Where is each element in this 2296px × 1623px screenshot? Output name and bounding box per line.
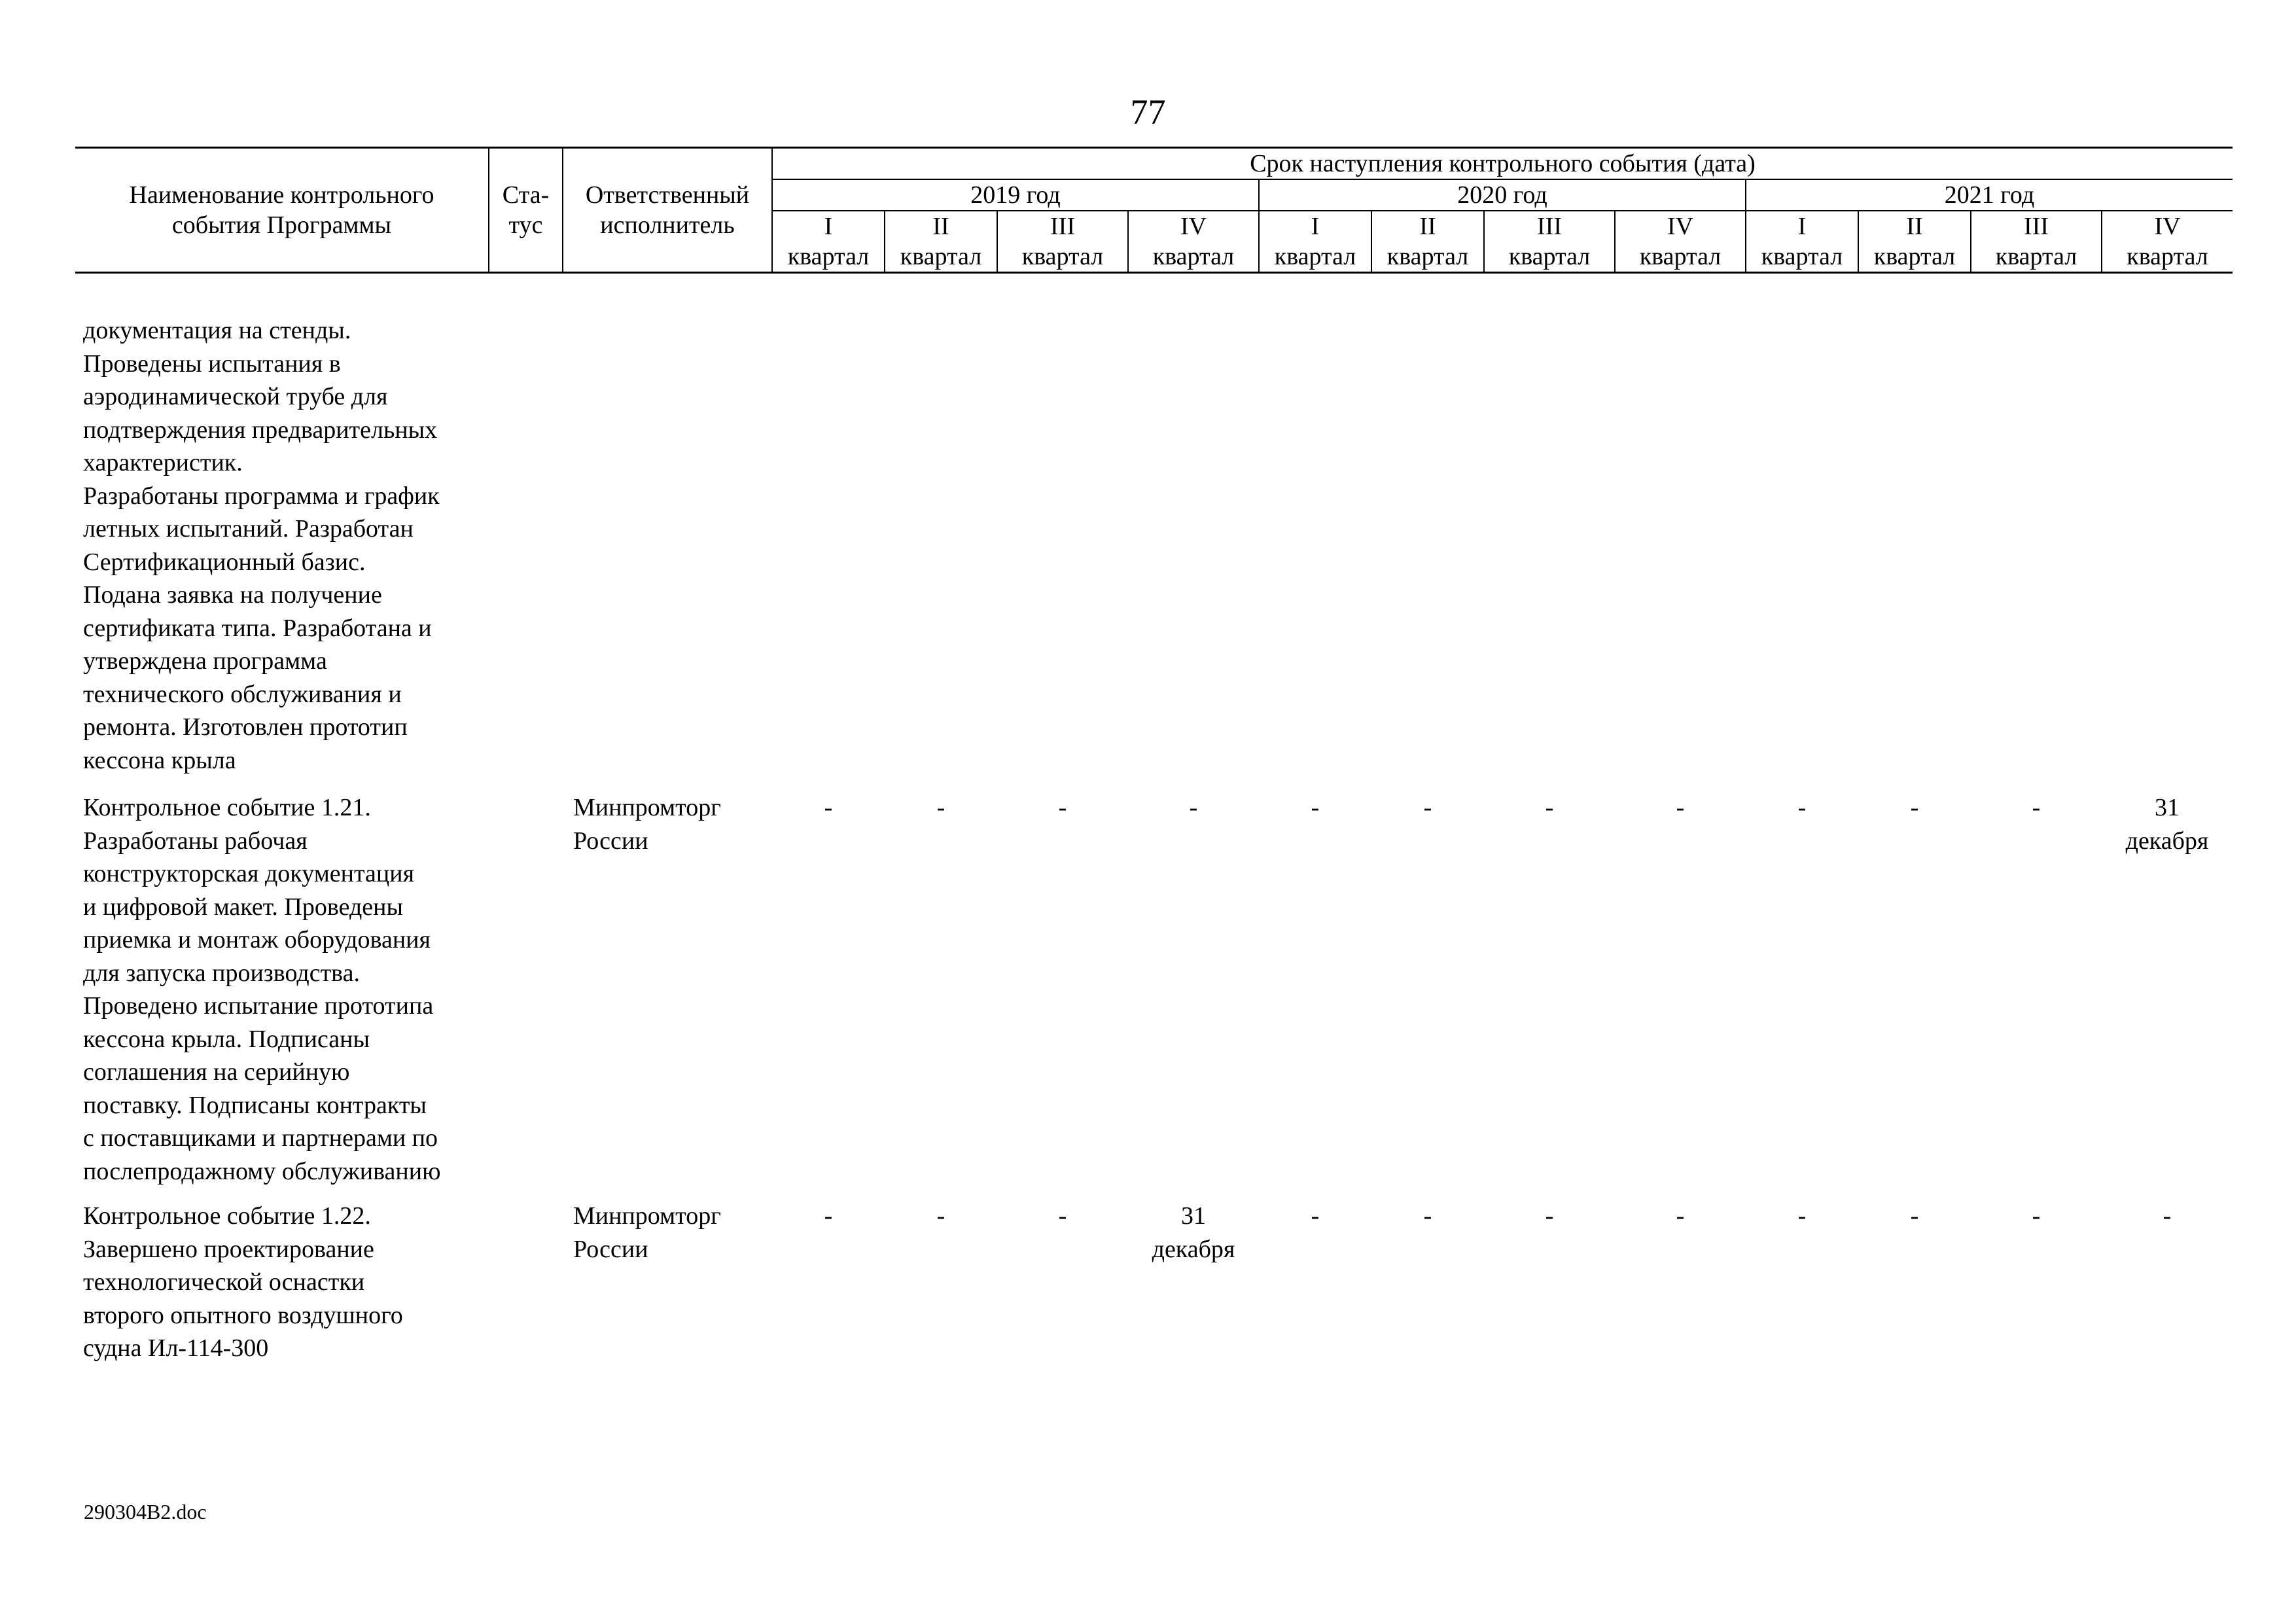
event-name-line: Разработаны рабочая — [83, 827, 308, 855]
quarter-cell-value: декабря — [2125, 827, 2209, 855]
event-name-line: Проведены испытания в — [83, 349, 341, 378]
quarter-cell — [1259, 791, 1371, 1200]
event-status-cell — [489, 791, 563, 1200]
quarter-cell — [885, 791, 997, 1200]
quarter-cell-value: - — [2163, 1202, 2172, 1230]
quarter-cell — [1371, 1200, 1484, 1377]
quarter-cell-value: - — [936, 1202, 945, 1230]
event-name-line: с поставщиками и партнерами по — [83, 1124, 438, 1152]
quarter-cell-value: - — [2032, 794, 2041, 821]
quarter-cell-value: декабря — [1152, 1235, 1235, 1263]
quarter-cell — [2102, 314, 2233, 791]
quarter-cell — [1971, 1200, 2102, 1377]
quarter-cell-value: - — [1797, 794, 1807, 821]
header-quarter-word: квартал — [1971, 241, 2102, 273]
event-name-line: Контрольное событие 1.21. — [83, 794, 371, 821]
header-quarter-numeral: IV — [1128, 211, 1259, 241]
quarter-cell — [1128, 791, 1259, 1200]
quarter-cell — [772, 791, 885, 1200]
quarter-cell — [1615, 314, 1746, 791]
header-quarter-numeral: II — [1858, 211, 1971, 241]
header-quarter-numeral: IV — [2102, 211, 2233, 241]
quarter-cell-value: - — [824, 794, 833, 821]
header-quarter-numeral: II — [885, 211, 997, 241]
event-name-line: второго опытного воздушного — [83, 1301, 403, 1329]
header-quarter-word: квартал — [2102, 241, 2233, 273]
event-name-line: и цифровой макет. Проведены — [83, 893, 404, 921]
quarter-cell-value: - — [1910, 1202, 1919, 1230]
event-name-line: Завершено проектирование — [83, 1235, 374, 1263]
quarter-cell — [772, 314, 885, 791]
event-name-cell — [75, 1200, 489, 1377]
table-row — [75, 314, 2233, 791]
quarter-cell — [1484, 314, 1615, 791]
quarter-cell — [1746, 791, 1858, 1200]
event-responsible-cell — [563, 314, 772, 791]
event-name-line: соглашения на серийную — [83, 1058, 350, 1086]
quarter-cell — [2102, 791, 2233, 1200]
quarter-cell-value: - — [1423, 794, 1432, 821]
event-responsible-line: Минпромторг — [573, 794, 721, 821]
header-quarter-word: квартал — [1746, 241, 1858, 273]
quarter-cell — [997, 314, 1128, 791]
event-name-line: ремонта. Изготовлен прототип — [83, 713, 408, 741]
event-responsible-cell — [563, 1200, 772, 1377]
quarter-cell — [1971, 791, 2102, 1200]
quarter-cell-value: - — [1423, 1202, 1432, 1230]
header-quarter-numeral: III — [1484, 211, 1615, 241]
quarter-cell — [2102, 1200, 2233, 1377]
event-name-line: приемка и монтаж оборудования — [83, 926, 431, 954]
header-quarter-numeral: I — [772, 211, 885, 241]
quarter-cell-value: - — [936, 794, 945, 821]
quarter-cell — [1858, 791, 1971, 1200]
quarter-cell — [1259, 1200, 1371, 1377]
event-status-cell — [489, 1200, 563, 1377]
quarter-cell-value: - — [1311, 1202, 1320, 1230]
event-name-line: для запуска производства. — [83, 959, 360, 987]
quarter-cell — [997, 791, 1128, 1200]
quarter-cell-value: - — [1797, 1202, 1807, 1230]
header-quarter-numeral: I — [1746, 211, 1858, 241]
page-number: 77 — [1130, 92, 1166, 132]
event-name-line: судна Ил-114-300 — [83, 1334, 269, 1362]
table-header — [75, 147, 2233, 274]
event-name-line: Сертификационный базис. — [83, 548, 366, 576]
header-quarter-word: квартал — [1128, 241, 1259, 273]
table-row — [75, 1200, 2233, 1377]
events-table-body — [75, 314, 2233, 1377]
quarter-cell — [1971, 314, 2102, 791]
header-quarter-word: квартал — [997, 241, 1128, 273]
document-code: 290304В2.doc — [84, 1500, 207, 1524]
quarter-cell — [885, 314, 997, 791]
header-quarter-word: квартал — [1858, 241, 1971, 273]
quarter-cell-value: - — [1058, 1202, 1067, 1230]
header-quarter-numeral: III — [1971, 211, 2102, 241]
quarter-cell-value: - — [824, 1202, 833, 1230]
quarter-cell-value: - — [1910, 794, 1919, 821]
event-name-cell — [75, 791, 489, 1200]
quarter-cell-value: 31 — [2155, 794, 2180, 821]
quarter-cell — [1858, 1200, 1971, 1377]
event-name-line: поставку. Подписаны контракты — [83, 1091, 427, 1119]
header-quarter-word: квартал — [1484, 241, 1615, 273]
quarter-cell — [1259, 314, 1371, 791]
header-name-column: Наименование контрольного события Программы — [75, 148, 489, 273]
header-quarter-numeral: IV — [1615, 211, 1746, 241]
quarter-cell — [997, 1200, 1128, 1377]
event-name-line: утверждена программа — [83, 647, 327, 675]
header-responsible-column: Ответственный исполнитель — [563, 148, 772, 273]
event-name-cell — [75, 314, 489, 791]
event-name-line: характеристик. — [83, 449, 243, 476]
event-name-line: кессона крыла — [83, 746, 236, 774]
event-name-line: летных испытаний. Разработан — [83, 515, 414, 543]
event-responsible-line: России — [573, 827, 648, 855]
event-name-line: подтверждения предварительных — [83, 416, 438, 444]
header-status-column: Ста- тус — [489, 148, 563, 273]
quarter-cell — [1746, 1200, 1858, 1377]
event-name-line: Проведено испытание прототипа — [83, 992, 434, 1020]
quarter-cell — [1615, 791, 1746, 1200]
quarter-cell-value: - — [1676, 1202, 1685, 1230]
quarter-cell — [1484, 791, 1615, 1200]
quarter-cell — [1746, 314, 1858, 791]
header-quarter-numeral: II — [1371, 211, 1484, 241]
event-name-line: Подана заявка на получение — [83, 581, 382, 609]
event-responsible-cell — [563, 791, 772, 1200]
quarter-cell-value: - — [1545, 1202, 1554, 1230]
quarter-cell — [885, 1200, 997, 1377]
quarter-cell — [1615, 1200, 1746, 1377]
event-name-line: технологической оснастки — [83, 1268, 365, 1296]
event-responsible-line: Минпромторг — [573, 1202, 721, 1230]
quarter-cell — [1128, 314, 1259, 791]
event-responsible-line: России — [573, 1235, 648, 1263]
event-name-line: аэродинамической трубе для — [83, 383, 388, 410]
event-name-line: документация на стенды. — [83, 317, 351, 344]
quarter-cell-value: - — [2032, 1202, 2041, 1230]
quarter-cell — [1128, 1200, 1259, 1377]
event-name-line: Разработаны программа и график — [83, 482, 440, 510]
header-year-2021: 2021 год — [1746, 179, 2233, 211]
event-status-cell — [489, 314, 563, 791]
header-quarter-word: квартал — [1259, 241, 1371, 273]
quarter-cell — [1484, 1200, 1615, 1377]
events-table — [75, 314, 2233, 1377]
quarter-cell — [772, 1200, 885, 1377]
quarter-cell-value: - — [1311, 794, 1320, 821]
header-year-2020: 2020 год — [1259, 179, 1746, 211]
event-name-line: технического обслуживания и — [83, 680, 402, 708]
event-name-line: Контрольное событие 1.22. — [83, 1202, 371, 1230]
header-quarter-numeral: III — [997, 211, 1128, 241]
quarter-cell — [1371, 314, 1484, 791]
event-name-line: сертификата типа. Разработана и — [83, 614, 432, 642]
quarter-cell-value: - — [1676, 794, 1685, 821]
table-row — [75, 791, 2233, 1200]
header-quarter-word: квартал — [885, 241, 997, 273]
header-quarter-word: квартал — [1615, 241, 1746, 273]
quarter-cell — [1858, 314, 1971, 791]
header-quarter-word: квартал — [772, 241, 885, 273]
event-name-line: послепродажному обслуживанию — [83, 1157, 441, 1185]
event-name-line: кессона крыла. Подписаны — [83, 1025, 370, 1053]
quarter-cell-value: - — [1545, 794, 1554, 821]
quarter-cell-value: - — [1058, 794, 1067, 821]
quarter-cell-value: 31 — [1181, 1202, 1206, 1230]
header-quarter-numeral: I — [1259, 211, 1371, 241]
header-year-2019: 2019 год — [772, 179, 1259, 211]
quarter-cell-value: - — [1189, 794, 1198, 821]
event-name-line: конструкторская документация — [83, 860, 415, 887]
quarter-cell — [1371, 791, 1484, 1200]
header-deadline-title: Срок наступления контрольного события (дата) — [772, 148, 2233, 180]
header-quarter-word: квартал — [1371, 241, 1484, 273]
